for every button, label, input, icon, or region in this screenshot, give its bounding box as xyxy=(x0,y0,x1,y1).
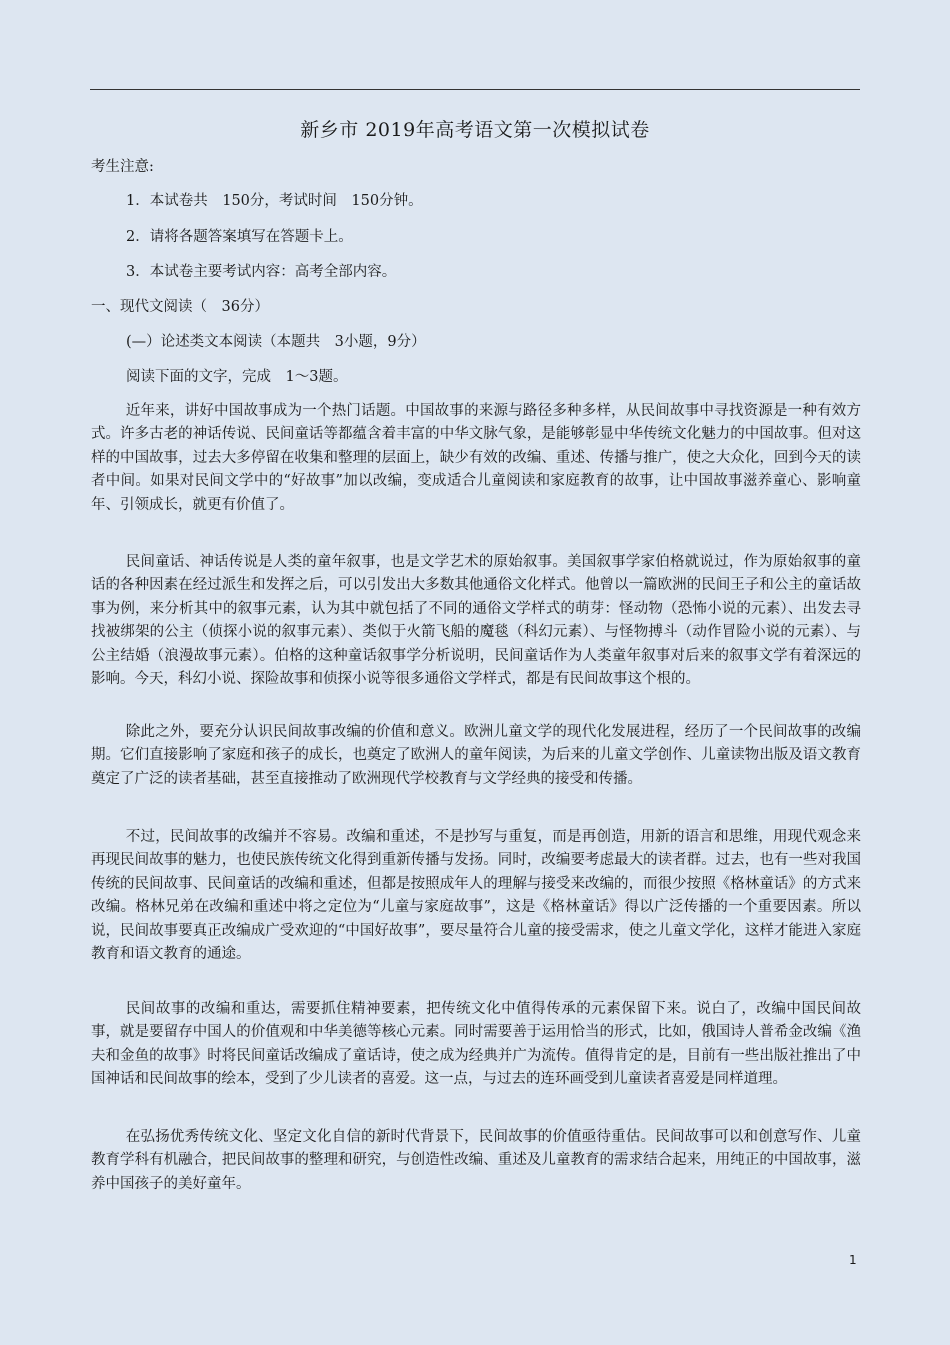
exam-title: 新乡市 2019年高考语文第一次模拟试卷 xyxy=(300,119,650,141)
notice-item-1: 1．本试卷共 150分，考试时间 150分钟。 xyxy=(126,193,423,209)
paragraph-5: 民间故事的改编和重达，需要抓住精神要素，把传统文化中值得传承的元素保留下来。说白了，改编中国民间故事，就是要留存中国人的价值观和中华美德等核心元素。同时需要善于运用恰当的形式，比如，俄国诗人普希金改编《渔夫和金鱼的故事》时将民间童话改编成了童话诗，使之成为经典并广为流传。值得肯定的是，目前有一些出版社推出了中国神话和民间故事的绘本，受到了少儿读者的喜爱。这一点，与过去的连环画受到儿童读者喜爱是同样道理。 xyxy=(91,1001,861,1088)
paragraph-4: 不过，民间故事的改编并不容易。改编和重述，不是抄写与重复，而是再创造，用新的语言和思维，用现代观念来再现民间故事的魅力，也使民族传统文化得到重新传播与发扬。同时，改编要考虑最大的读者群。过去，也有一些对我国传统的民间故事、民间童话的改编和重述，但都是按照成年人的理解与接受来改编的，而很少按照《格林童话》的方式来改编。格林兄弟在改编和重述中将之定位为“儿童与家庭故事”，这是《格林童话》得以广泛传播的一个重要因素。所以说，民间故事要真正改编成广受欢迎的“中国好故事”，要尽量符合儿童的接受需求，使之儿童文学化，这样才能进入家庭教育和语文教育的通途。 xyxy=(91,829,861,963)
paragraph-6: 在弘扬优秀传统文化、坚定文化自信的新时代背景下，民间故事的价值亟待重估。民间故事可以和创意写作、儿童教育学科有机融合，把民间故事的整理和研究，与创造性改编、重述及儿童教育的需求结合起来，用纯正的中国故事，滋养中国孩子的美好童年。 xyxy=(91,1129,861,1192)
section-heading: 一、现代文阅读（ 36分） xyxy=(91,299,269,315)
paragraph-3: 除此之外，要充分认识民间故事改编的价值和意义。欧洲儿童文学的现代化发展进程，经历了一个民间故事的改编期。它们直接影响了家庭和孩子的成长，也奠定了欧洲人的童年阅读，为后来的儿童文学创作、儿童读物出版及语文教育奠定了广泛的读者基础，甚至直接推动了欧洲现代学校教育与文学经典的接受和传播。 xyxy=(91,724,861,787)
paragraph-2: 民间童话、神话传说是人类的童年叙事，也是文学艺术的原始叙事。美国叙事学家伯格就说过，作为原始叙事的童话的各种因素在经过派生和发挥之后，可以引发出大多数其他通俗文化样式。他曾以一篇欧洲的民间王子和公主的童话故事为例，来分析其中的叙事元素，认为其中就包括了不同的通俗文学样式的萌芽：怪动物（恐怖小说的元素）、出发去寻找被绑架的公主（侦探小说的叙事元素）、类似于火箭飞船的魔毯（科幻元素）、与怪物搏斗（动作冒险小说的元素）、与公主结婚（浪漫故事元素）。伯格的这种童话叙事学分析说明，民间童话作为人类童年叙事对后来的叙事文学有着深远的影响。今天，科幻小说、探险故事和侦探小说等很多通俗文学样式，都是有民间故事这个根的。 xyxy=(91,554,861,688)
notice-item-3: 3．本试卷主要考试内容：高考全部内容。 xyxy=(126,264,397,280)
page-number: 1 xyxy=(849,1253,857,1267)
notice-heading: 考生注意: xyxy=(91,159,154,175)
notice-item-2: 2．请将各题答案填写在答题卡上。 xyxy=(126,229,353,245)
sub-section-heading: (—）论述类文本阅读（本题共 3小题，9分） xyxy=(126,334,426,350)
reading-instruction: 阅读下面的文字，完成 1～3题。 xyxy=(126,369,348,385)
header-rule xyxy=(90,89,860,90)
paragraph-1: 近年来，讲好中国故事成为一个热门话题。中国故事的来源与路径多种多样，从民间故事中寻找资源是一种有效方式。许多古老的神话传说、民间童话等都蕴含着丰富的中华文脉气象，是能够彰显中华传统文化魅力的中国故事。但对这样的中国故事，过去大多停留在收集和整理的层面上，缺少有效的改编、重述、传播与推广，使之大众化，回到今天的读者中间。如果对民间文学中的“好故事”加以改编，变成适合儿童阅读和家庭教育的故事，让中国故事滋养童心、影响童年、引领成长，就更有价值了。 xyxy=(91,403,861,513)
